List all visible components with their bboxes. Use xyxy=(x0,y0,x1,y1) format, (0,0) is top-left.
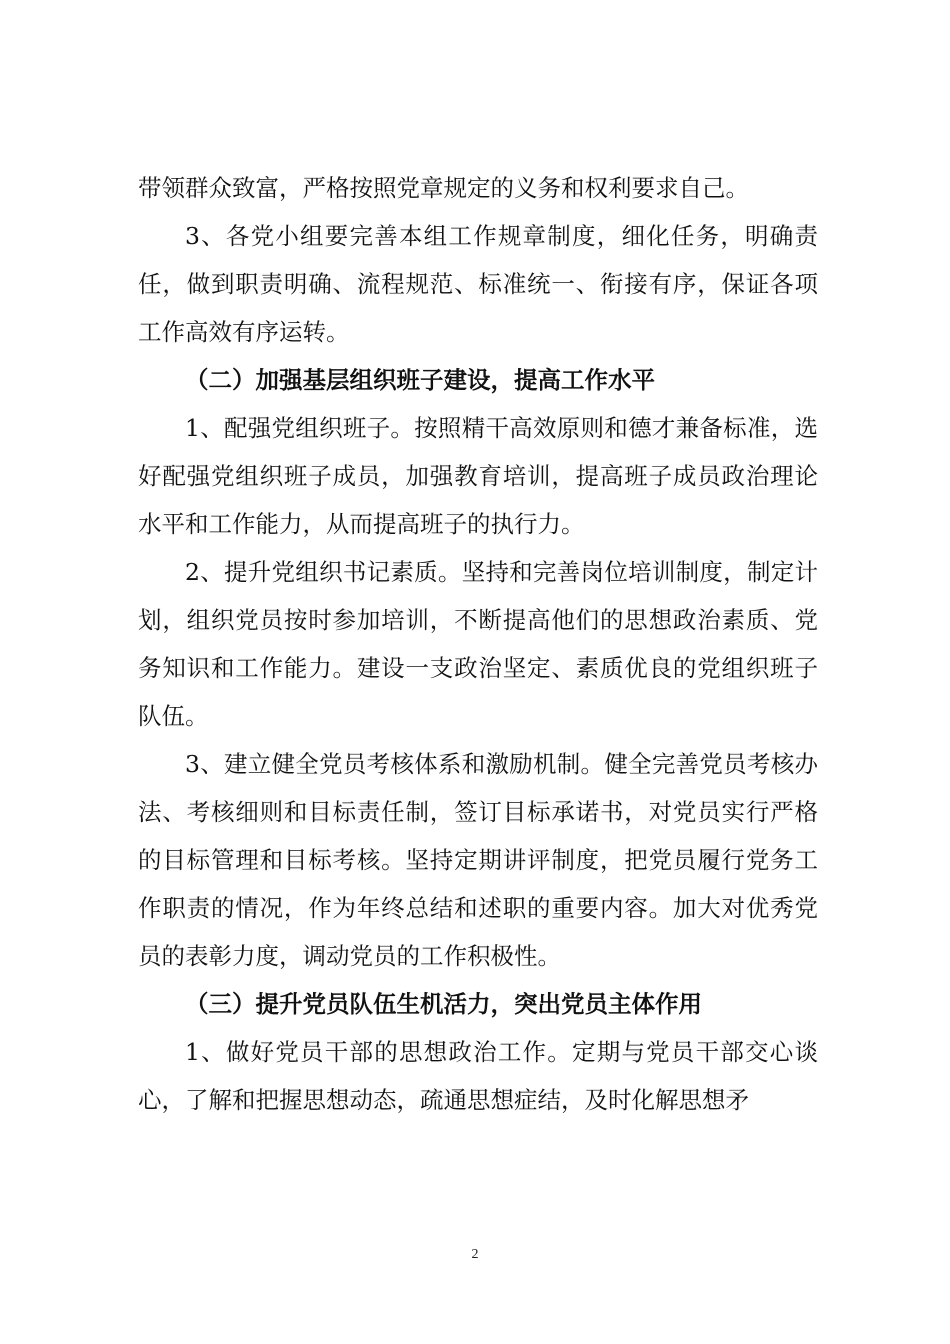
page-number: 2 xyxy=(471,1247,479,1262)
paragraph-item-2: 2、提升党组织书记素质。坚持和完善岗位培训制度，制定计划，组织党员按时参加培训，不断提高他们的思想政治素质、党务知识和工作能力。建设一支政治坚定、素质优良的党组织班子队伍。 xyxy=(138,558,818,730)
document-body xyxy=(138,164,818,1124)
section-heading-3: （三）提升党员队伍生机活力，突出党员主体作用 xyxy=(185,990,702,1018)
paragraph-item-3b: 3、建立健全党员考核体系和激励机制。健全完善党员考核办法、考核细则和目标责任制，签订目标承诺书，对党员实行严格的目标管理和目标考核。坚持定期讲评制度，把党员履行党务工作职责的情况，作为年终总结和述职的重要内容。加大对优秀党员的表彰力度，调动党员的工作积极性。 xyxy=(138,750,818,970)
paragraph-item-1b: 1、做好党员干部的思想政治工作。定期与党员干部交心谈心，了解和把握思想动态，疏通思想症结，及时化解思想矛 xyxy=(138,1038,818,1114)
paragraph-item-1: 1、配强党组织班子。按照精干高效原则和德才兼备标准，选好配强党组织班子成员，加强教育培训，提高班子成员政治理论水平和工作能力，从而提高班子的执行力。 xyxy=(138,414,818,538)
paragraph-item-3: 3、各党小组要完善本组工作规章制度，细化任务，明确责任，做到职责明确、流程规范、标准统一、衔接有序，保证各项工作高效有序运转。 xyxy=(138,222,818,346)
section-heading-2: （二）加强基层组织班子建设，提高工作水平 xyxy=(185,366,655,394)
paragraph-continuation: 带领群众致富，严格按照党章规定的义务和权利要求自己。 xyxy=(138,174,749,202)
